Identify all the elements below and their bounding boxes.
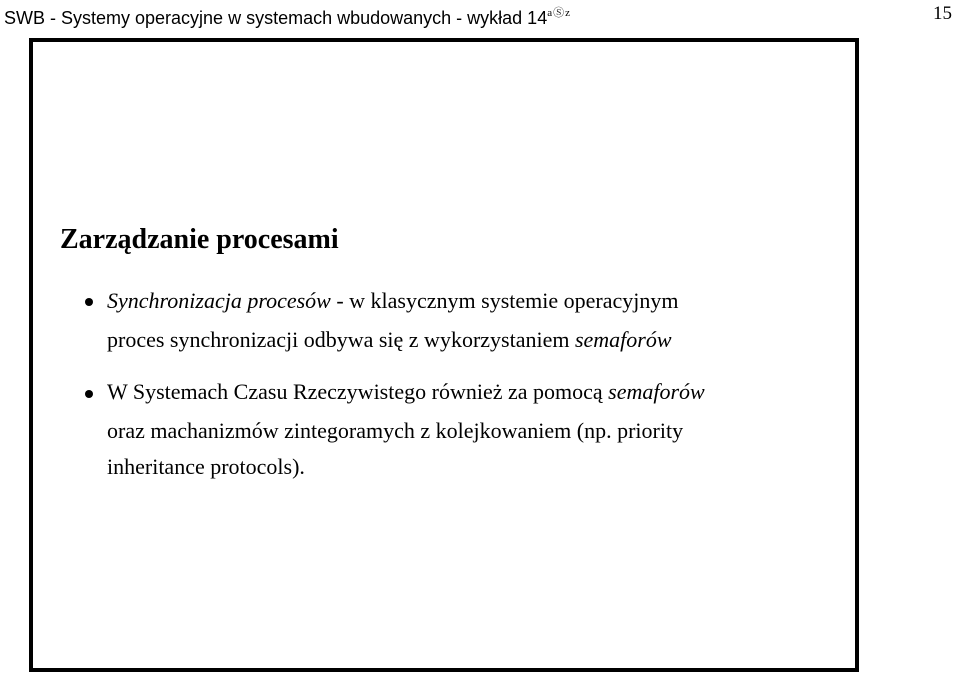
header-title bbox=[4, 2, 571, 29]
slide-frame bbox=[29, 38, 859, 672]
bullet-1-text: - w klasycznym systemie operacyjnym bbox=[330, 288, 679, 313]
bullet-1-line-1 bbox=[107, 288, 678, 314]
bullet-2-line-1 bbox=[107, 379, 705, 405]
bullet-2-line-2: oraz machanizmów zintegoramych z kolejkowaniem (np. priority bbox=[107, 418, 684, 443]
bullet-1-line-2 bbox=[107, 327, 672, 353]
header-title-text: SWB - Systemy operacyjne w systemach wbudowanych - wykład 14 bbox=[4, 8, 548, 28]
bullet-dot-icon bbox=[85, 298, 93, 306]
bullet-1-line-2-text: proces synchronizacji odbywa się z wykorzystaniem bbox=[107, 327, 575, 352]
bullet-2-text: W Systemach Czasu Rzeczywistego również za pomocą bbox=[107, 379, 609, 404]
bullet-2-italic: semaforów bbox=[608, 379, 705, 404]
bullet-1-line-2-italic: semaforów bbox=[574, 327, 672, 352]
slide-title: Zarządzanie procesami bbox=[60, 224, 339, 255]
bullet-2-line-3: inheritance protocols). bbox=[107, 454, 305, 479]
page-number: 15 bbox=[933, 3, 952, 24]
bullet-1-italic: Synchronizacja procesów bbox=[107, 288, 331, 313]
bullet-dot-icon bbox=[85, 390, 93, 398]
header-superscript: aⓈz bbox=[547, 7, 571, 19]
